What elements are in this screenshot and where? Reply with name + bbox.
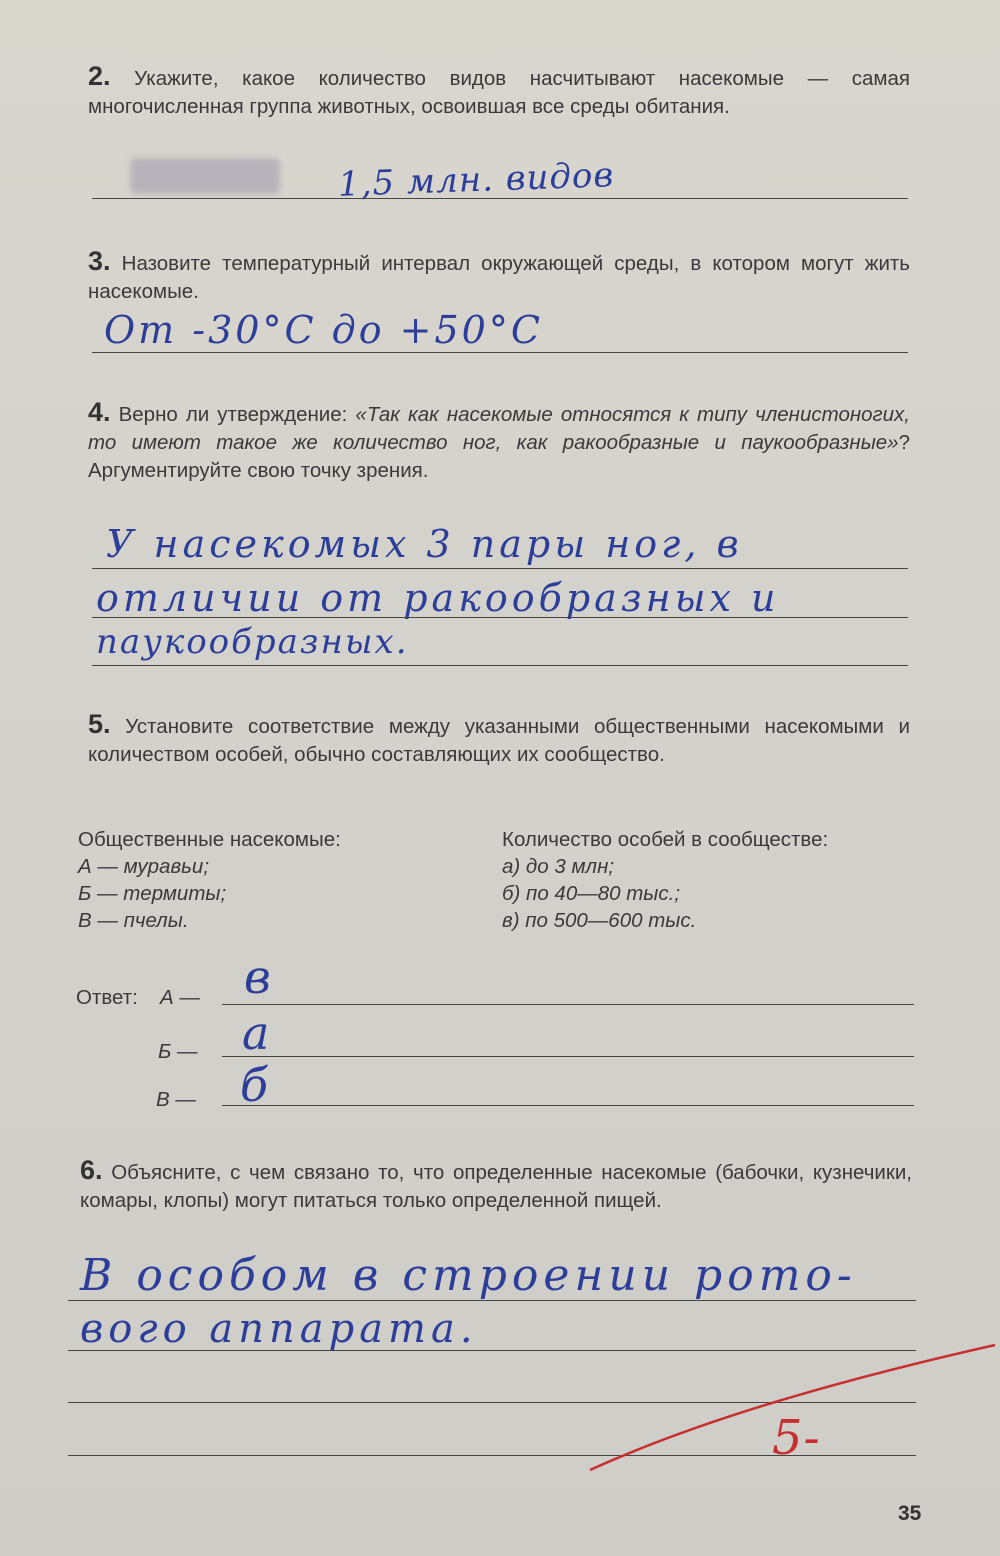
count-header: Количество особей в сообществе:: [502, 828, 829, 851]
count-item: б) по 40—80 тыс.;: [502, 882, 681, 905]
question-5-number: 5.: [88, 709, 111, 739]
question-4-text-after: ? Аргументируйте свою точку зрения.: [88, 431, 910, 482]
question-5: [88, 710, 910, 769]
answer-4-line-2: [92, 617, 908, 618]
count-item: а) до 3 млн;: [502, 855, 615, 878]
insects-column: [78, 826, 478, 934]
answer-4-line-2-handwriting: отличии от ракообразных и: [96, 576, 780, 620]
erased-area: [130, 158, 280, 194]
question-4-number: 4.: [88, 397, 111, 427]
question-2-text: Укажите, какое количество видов насчитывают насекомые — самая многочисленная группа животных, освоившая все среды обитания.: [88, 67, 911, 118]
insect-item: Б — термиты;: [78, 882, 227, 905]
answer-2-line: [92, 198, 908, 199]
answer-row-line-b: [222, 1056, 914, 1057]
insect-item: А — муравьи;: [78, 855, 210, 878]
question-4-text-before: Верно ли утверждение:: [118, 403, 356, 426]
answer-6-line-1-handwriting: В особом в строении рото-: [80, 1250, 857, 1301]
answer-3-line: [92, 352, 908, 353]
count-column: [502, 826, 922, 934]
answer-row-value-c: б: [240, 1058, 270, 1112]
answer-row-label-c: В —: [156, 1088, 196, 1111]
answer-row-label-a: А —: [160, 986, 200, 1009]
answer-4-line-1-handwriting: У насекомых 3 пары ног, в: [106, 522, 743, 566]
answer-row-value-a: в: [244, 950, 272, 1004]
question-3-text: Назовите температурный интервал окружающей среды, в котором могут жить насекомые.: [88, 252, 910, 303]
question-6-text: Объясните, с чем связано то, что определенные насекомые (бабочки, кузнечики, комары, клопы) могут питаться только определенной пищей.: [80, 1161, 912, 1212]
answer-2-handwriting: 1,5 млн. видов: [337, 155, 615, 205]
answer-row-value-b: а: [242, 1006, 271, 1060]
answer-4-line-3-handwriting: паукообразных.: [96, 622, 409, 662]
question-4-quote: «Так как насекомые относятся к типу членистоногих, то имеют такое же количество ног, как ракообразные и паукообразные»: [88, 403, 910, 454]
answer-label: Ответ:: [76, 986, 138, 1009]
insect-item: В — пчелы.: [78, 909, 189, 932]
answer-4-line-3: [92, 665, 908, 666]
question-6: [80, 1156, 912, 1215]
grade-mark: 5-: [772, 1410, 821, 1466]
answer-3-handwriting: От -30°C до +50°C: [104, 308, 543, 352]
count-item: в) по 500—600 тыс.: [502, 909, 697, 932]
answer-6-line-2-handwriting: вого аппарата.: [80, 1306, 478, 1352]
answer-6-line-1: [68, 1300, 916, 1301]
answer-row-line-c: [222, 1105, 914, 1106]
insects-header: Общественные насекомые:: [78, 828, 341, 851]
question-4: [88, 398, 910, 485]
question-2: [88, 62, 910, 121]
answer-row-line-a: [222, 1004, 914, 1005]
question-3: [88, 247, 910, 306]
answer-row-label-b: Б —: [158, 1040, 198, 1063]
question-2-number: 2.: [88, 61, 111, 91]
answer-4-line-1: [92, 568, 908, 569]
question-6-number: 6.: [80, 1155, 103, 1185]
page-number: 35: [898, 1502, 922, 1525]
question-5-text: Установите соответствие между указанными общественными насекомыми и количеством особей, обычно составляющих их сообщество.: [88, 715, 910, 766]
question-3-number: 3.: [88, 246, 111, 276]
